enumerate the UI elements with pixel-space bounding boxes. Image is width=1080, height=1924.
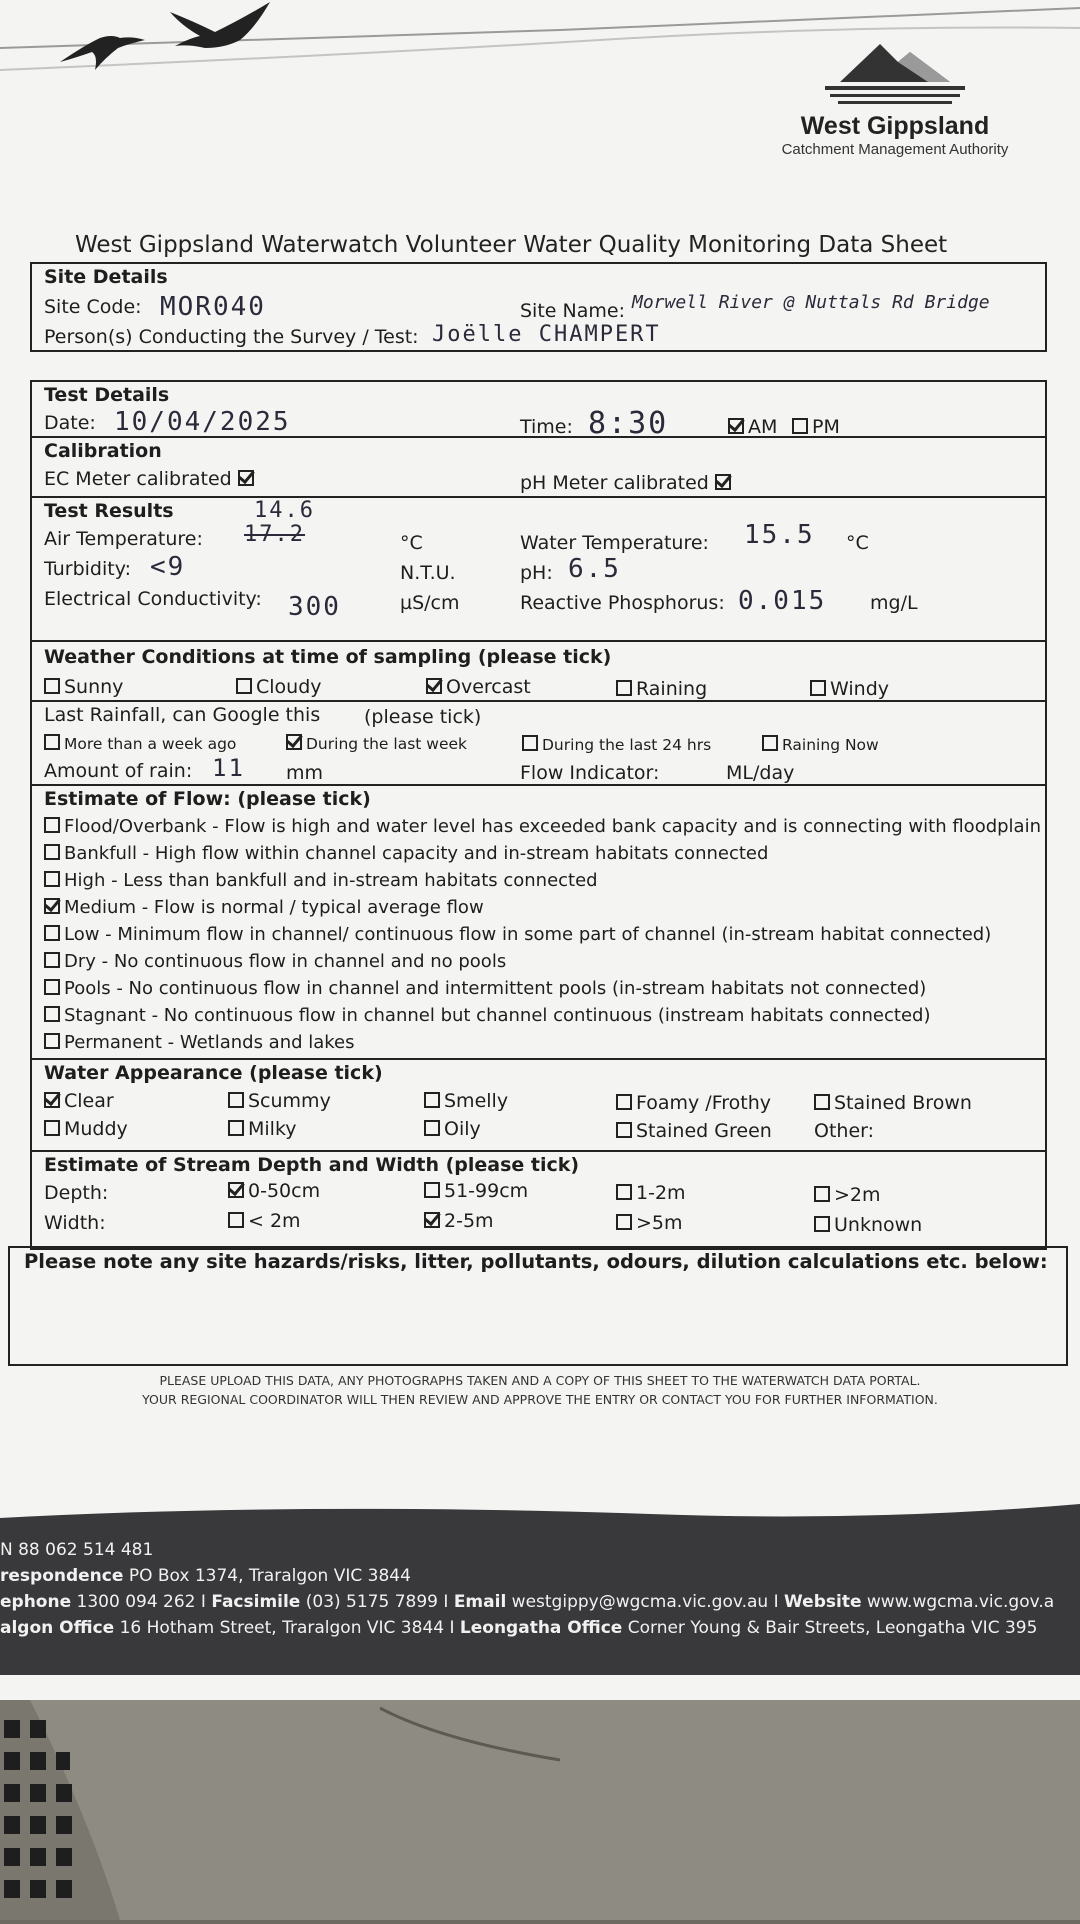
flow-checkbox[interactable]: [44, 925, 60, 941]
rain-amount-label: Amount of rain:: [44, 760, 193, 782]
rainfall-heading: Last Rainfall, can Google this: [44, 704, 321, 726]
width-2-5-checkbox[interactable]: [424, 1212, 440, 1228]
appearance-foamy[interactable]: [616, 1092, 771, 1114]
last-week-label: During the last week: [306, 735, 468, 753]
clear-checkbox[interactable]: [44, 1092, 60, 1108]
depth-1-2[interactable]: [616, 1182, 686, 1204]
flow-checkbox[interactable]: [44, 844, 60, 860]
water-temp-value[interactable]: 15.5: [744, 520, 815, 550]
weather-overcast[interactable]: [426, 676, 531, 698]
flow-checkbox[interactable]: [44, 952, 60, 968]
width-2-5-label: 2-5m: [444, 1210, 494, 1232]
rp-label: Reactive Phosphorus:: [520, 592, 725, 614]
ec-calibrated-label: EC Meter calibrated: [44, 468, 232, 490]
depth-0-50-label: 0-50cm: [248, 1180, 321, 1202]
site-name-label: Site Name:: [520, 300, 625, 322]
flow-checkbox[interactable]: [44, 871, 60, 887]
flow-option[interactable]: [44, 1005, 930, 1026]
ph-calibrated-checkbox[interactable]: [715, 474, 731, 490]
fax-key: Facsimile: [211, 1592, 301, 1612]
appearance-scummy[interactable]: [228, 1090, 331, 1112]
rp-unit: mg/L: [870, 592, 918, 614]
ec-value[interactable]: 300: [288, 592, 341, 622]
flow-option[interactable]: [44, 1032, 355, 1053]
turbidity-label: Turbidity:: [44, 558, 131, 580]
site-code-label: Site Code:: [44, 296, 142, 318]
pm-checkbox[interactable]: [792, 418, 808, 434]
site-heading: Site Details: [44, 266, 168, 288]
contact-band: [0, 1520, 1080, 1675]
windy-checkbox[interactable]: [810, 680, 826, 696]
last-24-label: During the last 24 hrs: [542, 736, 712, 754]
depth-gt2-checkbox[interactable]: [814, 1186, 830, 1202]
appearance-stained-brown[interactable]: [814, 1092, 972, 1114]
person-value[interactable]: Joëlle CHAMPERT: [432, 322, 661, 347]
email-value[interactable]: westgippy@wgcma.vic.gov.au: [511, 1592, 769, 1612]
depth-gt2[interactable]: [814, 1184, 881, 1206]
week-ago-label: More than a week ago: [64, 735, 237, 753]
flow-option[interactable]: [44, 924, 991, 945]
turbidity-unit: N.T.U.: [400, 562, 456, 584]
width-lt2-label: < 2m: [248, 1210, 301, 1232]
separator: I: [449, 1618, 455, 1638]
cloudy-label: Cloudy: [256, 676, 322, 698]
traralgon-office-key: algon Office: [0, 1618, 115, 1638]
air-temp-crossed-value: 17.2: [244, 522, 305, 547]
oily-label: Oily: [444, 1118, 481, 1140]
rain-amount-unit: mm: [286, 762, 324, 784]
site-name-value[interactable]: Morwell River @ Nuttals Rd Bridge: [632, 292, 990, 313]
scummy-label: Scummy: [248, 1090, 331, 1112]
rp-value[interactable]: 0.015: [738, 586, 827, 616]
date-label: Date:: [44, 412, 96, 434]
scummy-checkbox[interactable]: [228, 1092, 244, 1108]
rain-week-ago[interactable]: [44, 734, 236, 753]
appearance-oily[interactable]: [424, 1118, 481, 1140]
background-surface-graphic: [0, 1700, 1080, 1920]
width-2-5[interactable]: [424, 1210, 494, 1232]
foamy-label: Foamy /Frothy: [636, 1092, 772, 1114]
depth-0-50-checkbox[interactable]: [228, 1182, 244, 1198]
divider: [32, 496, 1045, 498]
ec-calibrated-option[interactable]: [44, 468, 258, 490]
traralgon-office-value: 16 Hotham Street, Traralgon VIC 3844: [119, 1618, 445, 1638]
leongatha-office-key: Leongatha Office: [459, 1618, 623, 1638]
stained-brown-label: Stained Brown: [834, 1092, 972, 1114]
weather-heading: Weather Conditions at time of sampling (please tick): [44, 646, 612, 668]
website-key: Website: [784, 1592, 862, 1612]
flow-label: Pools - No continuous flow in channel and intermittent pools (in-stream habitats not connected): [64, 978, 927, 999]
smelly-checkbox[interactable]: [424, 1092, 440, 1108]
upload-note-line-2: YOUR REGIONAL COORDINATOR WILL THEN REVIEW AND APPROVE THE ENTRY OR CONTACT YOU FOR FURTHER INFORMATION.: [142, 1392, 938, 1407]
rain-amount-value[interactable]: 11: [212, 754, 245, 782]
divider: [32, 1058, 1045, 1060]
flow-label: Stagnant - No continuous flow in channel but channel continuous (instream habitats connected): [64, 1005, 931, 1026]
clear-label: Clear: [64, 1090, 114, 1112]
flow-label: Bankfull - High flow within channel capacity and in-stream habitats connected: [64, 843, 769, 864]
weather-sunny[interactable]: [44, 676, 123, 698]
flow-checkbox[interactable]: [44, 1033, 60, 1049]
air-temp-unit: °C: [400, 532, 423, 554]
week-ago-checkbox[interactable]: [44, 734, 60, 750]
ec-calibrated-checkbox[interactable]: [238, 470, 254, 486]
divider: [32, 436, 1045, 438]
notes-box[interactable]: [8, 1246, 1068, 1366]
width-unknown[interactable]: [814, 1214, 922, 1236]
contact-line: [0, 1592, 1054, 1612]
air-temp-value[interactable]: 14.6: [254, 498, 315, 523]
oily-checkbox[interactable]: [424, 1120, 440, 1136]
last-24-checkbox[interactable]: [522, 735, 538, 751]
raining-now-label: Raining Now: [782, 736, 879, 754]
depth-gt2-label: >2m: [834, 1184, 881, 1206]
am-option[interactable]: [728, 416, 777, 438]
website-value[interactable]: www.wgcma.vic.gov.a: [866, 1592, 1055, 1612]
milky-label: Milky: [248, 1118, 297, 1140]
width-lt2[interactable]: [228, 1210, 301, 1232]
appearance-clear[interactable]: [44, 1090, 114, 1112]
appearance-stained-green[interactable]: [616, 1120, 772, 1142]
separator: I: [773, 1592, 779, 1612]
appearance-smelly[interactable]: [424, 1090, 508, 1112]
divider: [32, 1150, 1045, 1152]
abn: N 88 062 514 481: [0, 1540, 154, 1560]
weather-cloudy[interactable]: [236, 676, 322, 698]
correspondence-value: PO Box 1374, Traralgon VIC 3844: [128, 1566, 411, 1586]
sheet-title: West Gippsland Waterwatch Volunteer Water Quality Monitoring Data Sheet: [75, 232, 948, 258]
width-lt2-checkbox[interactable]: [228, 1212, 244, 1228]
correspondence: [0, 1566, 411, 1586]
time-label: Time:: [520, 416, 573, 438]
flow-label: Dry - No continuous flow in channel and no pools: [64, 951, 507, 972]
flow-label: Low - Minimum flow in channel/ continuous flow in some part of channel (in-stream habitat connected): [64, 924, 992, 945]
flow-checkbox[interactable]: [44, 979, 60, 995]
raining-now-checkbox[interactable]: [762, 735, 778, 751]
separator: I: [443, 1592, 449, 1612]
leongatha-office-value: Corner Young & Bair Streets, Leongatha VIC 395: [627, 1618, 1038, 1638]
muddy-label: Muddy: [64, 1118, 128, 1140]
depth-1-2-checkbox[interactable]: [616, 1184, 632, 1200]
mountain-logo-icon: [820, 40, 970, 110]
appearance-heading: Water Appearance (please tick): [44, 1062, 383, 1084]
flow-option[interactable]: [44, 951, 506, 972]
results-heading: Test Results: [44, 500, 174, 522]
am-label: AM: [748, 416, 778, 438]
weather-raining[interactable]: [616, 678, 707, 700]
ph-value[interactable]: 6.5: [568, 554, 621, 584]
windy-label: Windy: [830, 678, 889, 700]
time-value[interactable]: 8:30: [588, 406, 669, 441]
width-unknown-checkbox[interactable]: [814, 1216, 830, 1232]
appearance-other-label: Other:: [814, 1120, 875, 1142]
flow-checkbox[interactable]: [44, 1006, 60, 1022]
depth-label: Depth:: [44, 1182, 109, 1204]
flow-label: Medium - Flow is normal / typical average flow: [64, 897, 484, 918]
office-line: [0, 1618, 1037, 1638]
depth-1-2-label: 1-2m: [636, 1182, 686, 1204]
rain-last-24[interactable]: [522, 735, 711, 754]
width-label: Width:: [44, 1212, 106, 1234]
flow-checkbox[interactable]: [44, 817, 60, 833]
raining-checkbox[interactable]: [616, 680, 632, 696]
width-gt5-checkbox[interactable]: [616, 1214, 632, 1230]
person-label: Person(s) Conducting the Survey / Test:: [44, 326, 419, 348]
test-heading: Test Details: [44, 384, 170, 406]
weather-windy[interactable]: [810, 678, 889, 700]
ec-unit: µS/cm: [400, 592, 460, 614]
cloudy-checkbox[interactable]: [236, 678, 252, 694]
flow-heading: Estimate of Flow: (please tick): [44, 788, 371, 810]
depth-51-99-checkbox[interactable]: [424, 1182, 440, 1198]
depth-0-50[interactable]: [228, 1180, 320, 1202]
site-code-value[interactable]: MOR040: [160, 292, 266, 322]
org-name: West Gippsland: [800, 112, 990, 140]
stained-brown-checkbox[interactable]: [814, 1094, 830, 1110]
pm-label: PM: [812, 416, 840, 438]
divider: [32, 640, 1045, 642]
flow-indicator-label: Flow Indicator:: [520, 762, 660, 784]
sunny-label: Sunny: [64, 676, 124, 698]
site-details-box: [30, 262, 1047, 352]
width-gt5-label: >5m: [636, 1212, 683, 1234]
milky-checkbox[interactable]: [228, 1120, 244, 1136]
depth-heading: Estimate of Stream Depth and Width (please tick): [44, 1154, 580, 1176]
rainfall-tick: (please tick): [364, 706, 482, 728]
date-value[interactable]: 10/04/2025: [114, 407, 291, 437]
telephone-key: ephone: [0, 1592, 72, 1612]
ph-calibrated-label: pH Meter calibrated: [520, 472, 709, 494]
pm-option[interactable]: [792, 416, 840, 438]
depth-51-99-label: 51-99cm: [444, 1180, 529, 1202]
upload-note-line-1: PLEASE UPLOAD THIS DATA, ANY PHOTOGRAPHS TAKEN AND A COPY OF THIS SHEET TO THE WATERWATCH DATA PORTAL.: [159, 1373, 921, 1388]
telephone-value: 1300 094 262: [76, 1592, 196, 1612]
overcast-checkbox[interactable]: [426, 678, 442, 694]
correspondence-key: respondence: [0, 1566, 124, 1586]
air-temp-label: Air Temperature:: [44, 528, 203, 550]
muddy-checkbox[interactable]: [44, 1120, 60, 1136]
foamy-checkbox[interactable]: [616, 1094, 632, 1110]
flow-option[interactable]: [44, 816, 1041, 837]
notes-heading: Please note any site hazards/risks, litter, pollutants, odours, dilution calculations etc. below:: [24, 1250, 1048, 1273]
appearance-milky[interactable]: [228, 1118, 297, 1140]
width-unknown-label: Unknown: [834, 1214, 923, 1236]
email-key: Email: [453, 1592, 507, 1612]
water-temp-label: Water Temperature:: [520, 532, 709, 554]
depth-51-99[interactable]: [424, 1180, 528, 1202]
water-temp-unit: °C: [846, 532, 869, 554]
raining-label: Raining: [636, 678, 708, 700]
ph-label: pH:: [520, 562, 553, 584]
calibration-heading: Calibration: [44, 440, 162, 462]
stained-green-label: Stained Green: [636, 1120, 772, 1142]
flow-option[interactable]: [44, 870, 598, 891]
flow-option[interactable]: [44, 843, 768, 864]
ec-label: Electrical Conductivity:: [44, 588, 262, 610]
flow-option[interactable]: [44, 978, 926, 999]
separator: I: [200, 1592, 206, 1612]
smelly-label: Smelly: [444, 1090, 509, 1112]
fax-value: (03) 5175 7899: [305, 1592, 438, 1612]
am-checkbox[interactable]: [728, 418, 744, 434]
flow-option[interactable]: [44, 897, 484, 918]
wgcma-logo: [760, 40, 1030, 175]
last-week-checkbox[interactable]: [286, 734, 302, 750]
width-gt5[interactable]: [616, 1212, 683, 1234]
overcast-label: Overcast: [446, 676, 531, 698]
stained-green-checkbox[interactable]: [616, 1122, 632, 1138]
appearance-muddy[interactable]: [44, 1118, 128, 1140]
flow-label: High - Less than bankfull and in-stream habitats connected: [64, 870, 598, 891]
flow-label: Permanent - Wetlands and lakes: [64, 1032, 355, 1053]
divider: [32, 784, 1045, 786]
rain-now[interactable]: [762, 735, 879, 754]
ph-calibrated-option[interactable]: [520, 472, 735, 494]
turbidity-value[interactable]: <9: [150, 552, 186, 582]
table-surface: [0, 1700, 1080, 1920]
flow-label: Flood/Overbank - Flow is high and water level has exceeded bank capacity and is connecting with floodplain: [64, 816, 1041, 837]
main-form-box: [30, 380, 1047, 1250]
rain-last-week[interactable]: [286, 734, 467, 753]
sunny-checkbox[interactable]: [44, 678, 60, 694]
org-subtitle: Catchment Management Authority: [781, 141, 1009, 158]
flow-indicator-unit: ML/day: [726, 762, 795, 784]
divider: [32, 700, 1045, 702]
flow-checkbox[interactable]: [44, 898, 60, 914]
